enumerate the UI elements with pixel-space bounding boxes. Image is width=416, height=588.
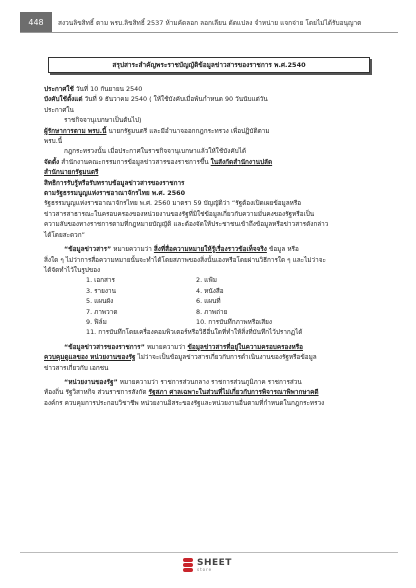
header-divider <box>20 32 398 33</box>
list-item: 6. แผนที่ <box>196 297 221 306</box>
gazette-line: ราชกิจจานุเบกษาเป็นต้นไป) <box>64 116 142 125</box>
list-item: 8. ภาพถ่าย <box>196 307 228 316</box>
list-item: 10. การบันทึกภาพหรือเสียง <box>196 317 273 326</box>
info-mean: หมายความว่า <box>113 245 152 254</box>
list-item: 1. เอกสาร <box>86 276 115 285</box>
logo-text: SHEET <box>197 558 232 568</box>
info-line3: ได้จัดทำไว้ในรูปของ <box>44 265 101 274</box>
gov-line2 <box>44 352 382 362</box>
list-item: 9. ฟิล์ม <box>86 317 107 326</box>
setup-value: สำนักงานคณะกรรมการข้อมูลข่าวสารของราชการขึ้น <box>61 157 209 166</box>
effective-label: บังคับใช้ตั้งแต่ <box>44 95 83 104</box>
setup-emph-line2: สำนักนายกรัฐมนตรี <box>44 168 99 177</box>
rule-cont: พรบ.นี้ <box>44 137 63 146</box>
setup-label: จัดตั้ง <box>44 157 60 166</box>
effective-cont: ประกาศใน <box>44 105 74 114</box>
list-item-11: 11. การบันทึกโดยเครื่องคอมพิวเตอร์หรือวิธีอื่นใดที่ทำให้สิ่งที่บันทึกไว้ปรากฏได้ <box>86 328 303 337</box>
gov-mean: หมายความว่า <box>146 342 186 351</box>
gov-term: “ข้อมูลข่าวสารของราชการ” <box>64 342 145 351</box>
gov-emph2: ควบคุมดูแลของ หน่วยงานของรัฐ <box>44 353 136 362</box>
logo-mark-icon <box>183 558 193 572</box>
gov-emph: ข้อมูลข่าวสารที่อยู่ในความครอบครองหรือ <box>187 342 303 351</box>
document-body <box>44 84 382 408</box>
rule-note: กฎกระทรวงนั้น เมื่อประกาศในราชกิจจานุเบกษาแล้วให้ใช้บังคับได้ <box>64 147 247 156</box>
gov-def-line <box>44 342 382 352</box>
sheet-store-logo <box>183 558 232 572</box>
agency-line2 <box>44 387 382 397</box>
agency-line2-emph: รัฐสภา ศาลเฉพาะในส่วนที่ไม่เกี่ยวกับการพิจารณาพิพากษาคดี <box>148 388 319 397</box>
para1-line2: ข่าวสารสาธารณะในครอบครองของหน่วยงานของรัฐที่มิใช่ข้อมูลเกี่ยวกับความมั่นคงของรัฐหรือเป็น <box>44 209 315 218</box>
rights-heading: สิทธิการรับรู้หรือรับทราบข้อมูลข่าวสารของราชการ <box>44 178 185 187</box>
agency-line2-a: ท้องถิ่น รัฐวิสาหกิจ ส่วนราชการสังกัด <box>44 388 147 397</box>
info-line2: สิ่งใด ๆ ไม่ว่าการสื่อความหมายนั้นจะทำได้โดยสภาพของสิ่งนั้นเองหรือโดยผ่านวิธีการใด ๆ และไม่ว่าจะ <box>44 255 326 264</box>
rule-label: ผู้รักษาการตาม พรบ.นี้ <box>44 126 107 135</box>
rule-value: นายกรัฐมนตรี และมีอำนาจออกกฎกระทรวง เพื่อปฏิบัติตาม <box>108 126 270 135</box>
setup-emph: ในสังกัดสำนักงานปลัด <box>210 157 273 166</box>
para1-line4: ได้โดยสะดวก” <box>44 230 85 239</box>
info-emph: สิ่งที่สื่อความหมายให้รู้เรื่องราวข้อเท็จจริง <box>153 245 267 254</box>
list-item: 3. รายงาน <box>86 286 116 295</box>
gov-line3: ข่าวสารเกี่ยวกับ เอกชน <box>44 363 109 372</box>
footer-divider <box>20 552 398 553</box>
list-item: 4. หนังสือ <box>196 286 224 295</box>
agency-def: หมายความว่า ราชการส่วนกลาง ราชการส่วนภูมิภาค ราชการส่วน <box>119 377 302 386</box>
info-term: “ข้อมูลข่าวสาร” <box>64 245 112 254</box>
section-title: สรุปสาระสำคัญพระราชบัญญัติข้อมูลข่าวสารของราชการ พ.ศ.2540 <box>48 57 370 73</box>
info-def-line <box>44 244 382 254</box>
effective-line <box>44 94 382 104</box>
constitution-heading: ตามรัฐธรรมนูญแห่งราชอาณาจักรไทย พ.ศ. 2560 <box>44 189 186 198</box>
announce-label: ประกาศใช้ <box>44 85 74 93</box>
agency-term: “หน่วยงานของรัฐ” <box>64 377 118 386</box>
info-rest: ข้อมูล หรือ <box>268 245 299 254</box>
gov-rest: ไม่ว่าจะเป็นข้อมูลข่าวสารเกี่ยวกับการดำเนินงานของรัฐหรือข้อมูล <box>137 353 317 362</box>
list-item: 7. ภาพวาด <box>86 307 118 316</box>
para1-line1: รัฐธรรมนูญแห่งราชอาณาจักรไทย พ.ศ. 2560 มาตรา 59 บัญญัติว่า “รัฐต้องเปิดเผยข้อมูลหรือ <box>44 199 302 208</box>
announce-value: วันที่ 10 กันยายน 2540 <box>75 85 143 93</box>
agency-line3: องค์กร ควบคุมการประกอบวิชาชีพ หน่วยงานอิสระของรัฐและหน่วยงานอื่นตามที่กำหนดในกฎกระทรวง <box>44 398 325 407</box>
setup-line <box>44 157 382 167</box>
info-forms-list <box>44 275 382 327</box>
list-item: 2. แฟ้ม <box>196 276 217 285</box>
logo-subtext: store <box>197 567 213 572</box>
copyright-header: สงวนลิขสิทธิ์ ตาม พรบ.ลิขสิทธิ์ 2537 ห้ามคัดลอก ลอกเลียน ดัดแปลง จำหน่าย แจกจ่าย โดยไม่ได้รับอนุญาต <box>58 19 362 27</box>
announce-line <box>44 84 382 94</box>
agency-def-line <box>44 377 382 387</box>
page-number: 448 <box>20 12 52 32</box>
para1-line3: ความลับของทางราชการตามที่กฎหมายบัญญัติ และต้องจัดให้ประชาชนเข้าถึงข้อมูลหรือข่าวสารดังกล่าว <box>44 220 329 229</box>
effective-value: วันที่ 9 ธันวาคม 2540 ( ให้ใช้บังคับเมื่อพ้นกำหนด 90 วันนับแต่วัน <box>84 95 268 104</box>
rule-line <box>44 126 382 136</box>
list-item: 5. แผนผัง <box>86 297 114 306</box>
